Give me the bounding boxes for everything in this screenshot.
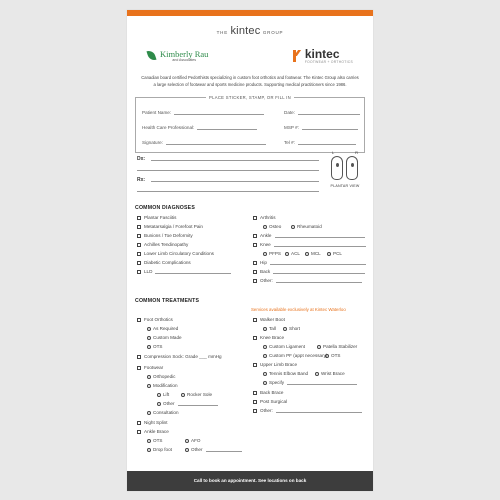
checkbox-icon: [137, 261, 141, 265]
radio-icon: [263, 381, 267, 385]
custom-pf-radio[interactable]: Custom PF (appt necessary): [263, 353, 327, 358]
kimberly-rau-logo: [147, 49, 208, 63]
rocker-sole-radio[interactable]: Rocker Sole: [181, 392, 212, 397]
radio-icon: [263, 372, 267, 376]
ankle-brace-other-radio[interactable]: Other: [185, 447, 242, 452]
walker-boot-checkbox[interactable]: Walker Boot: [253, 317, 285, 322]
ankle-checkbox[interactable]: Ankle: [253, 233, 365, 238]
radio-icon: [147, 384, 151, 388]
as-required-radio[interactable]: As Required: [147, 326, 178, 331]
custom-made-radio[interactable]: Custom Made: [147, 335, 182, 340]
hip-checkbox[interactable]: Hip: [253, 260, 366, 265]
checkbox-icon: [253, 400, 257, 404]
dx-label: Dx:: [137, 156, 146, 162]
footer-banner: Call to book an appointment. See locations on back: [127, 471, 373, 491]
info-box-heading: PLACE STICKER, STAMP, OR FILL IN: [206, 95, 294, 100]
pfps-radio[interactable]: PFPS: [263, 251, 281, 256]
footwear-other-radio[interactable]: Other: [157, 401, 218, 406]
radio-icon: [317, 345, 321, 349]
kimberly-rau-name: Kimberly Rau: [160, 48, 209, 59]
checkbox-icon: [137, 366, 141, 370]
other-treatment-checkbox[interactable]: Other:: [253, 408, 362, 413]
back-checkbox[interactable]: Back: [253, 269, 365, 274]
radio-icon: [283, 327, 287, 331]
signature-field[interactable]: Signature:: [142, 140, 266, 145]
checkbox-icon: [137, 243, 141, 247]
left-foot-label: L: [332, 150, 335, 155]
custom-ligament-radio[interactable]: Custom Ligament: [263, 344, 305, 349]
patient-info-box: [135, 97, 365, 153]
radio-icon: [181, 393, 185, 397]
orthopedic-radio[interactable]: Orthopedic: [147, 374, 175, 379]
orthotics-ots-radio[interactable]: OTS: [147, 344, 162, 349]
checkbox-icon: [253, 279, 257, 283]
footwear-checkbox[interactable]: Footwear: [137, 365, 163, 370]
diagnosis-checkbox-lld[interactable]: LLD: [137, 269, 231, 274]
afo-radio[interactable]: AFO: [185, 438, 200, 443]
radio-icon: [185, 448, 189, 452]
radio-icon: [147, 448, 151, 452]
wrist-brace-radio[interactable]: Wrist Brace: [315, 371, 345, 376]
brand-prefix: THE: [216, 30, 229, 35]
radio-icon: [315, 372, 319, 376]
checkbox-icon: [253, 261, 257, 265]
kintec-name: kintec: [304, 47, 340, 61]
ankle-brace-checkbox[interactable]: Ankle Brace: [137, 429, 169, 434]
left-foot-icon: [331, 156, 343, 180]
tennis-elbow-radio[interactable]: Tennis Elbow Band: [263, 371, 308, 376]
checkbox-icon: [137, 234, 141, 238]
radio-icon: [147, 327, 151, 331]
treatments-title: COMMON TREATMENTS: [135, 298, 200, 304]
accent-bar: [127, 10, 373, 16]
knee-brace-ots-radio[interactable]: OTS: [325, 353, 340, 358]
checkbox-icon: [253, 318, 257, 322]
radio-icon: [147, 375, 151, 379]
lift-radio[interactable]: Lift: [157, 392, 169, 397]
radio-icon: [285, 252, 289, 256]
radio-icon: [305, 252, 309, 256]
radio-icon: [147, 345, 151, 349]
referral-form: [127, 10, 373, 491]
checkbox-icon: [253, 363, 257, 367]
kimberly-rau-sub: and Associates: [172, 58, 196, 63]
brand-header: [127, 25, 373, 37]
kintec-sub: FOOTWEAR + ORTHOTICS: [304, 60, 353, 64]
kintec-k-icon: [293, 50, 303, 62]
diagnosis-checkbox[interactable]: Metatarsalgia / Forefoot Pain: [137, 224, 203, 229]
checkbox-icon: [253, 336, 257, 340]
ankle-brace-ots-radio[interactable]: OTS: [147, 438, 162, 443]
radio-icon: [157, 402, 161, 406]
rx-label: Rx:: [137, 177, 146, 183]
diagnosis-checkbox[interactable]: Bunions / Toe Deformity: [137, 233, 193, 238]
leaf-icon: [147, 49, 157, 63]
radio-icon: [263, 252, 267, 256]
date-field[interactable]: Date:: [284, 110, 360, 115]
radio-icon: [263, 225, 267, 229]
diagnosis-checkbox[interactable]: Lower Limb Circulatory Conditions: [137, 251, 214, 256]
radio-icon: [263, 327, 267, 331]
diagnoses-title: COMMON DIAGNOSES: [135, 205, 195, 211]
diagnosis-checkbox[interactable]: Plantar Fasciitis: [137, 215, 176, 220]
checkbox-icon: [137, 355, 141, 359]
specify-radio[interactable]: Specify: [263, 380, 357, 385]
pcl-radio[interactable]: PCL: [327, 251, 342, 256]
dx-line-1[interactable]: [151, 160, 319, 161]
checkbox-icon: [253, 409, 257, 413]
brand-suffix: GROUP: [262, 30, 284, 35]
rx-line-2[interactable]: [137, 191, 319, 192]
diagnosis-checkbox[interactable]: Diabetic Complications: [137, 260, 191, 265]
radio-icon: [147, 336, 151, 340]
drop-foot-radio[interactable]: Drop foot: [147, 447, 172, 452]
logo-row: [127, 45, 373, 67]
checkbox-icon: [137, 430, 141, 434]
modification-radio[interactable]: Modification: [147, 383, 178, 388]
knee-checkbox[interactable]: Knee: [253, 242, 366, 247]
waterloo-note: Services available exclusively at Kintec Waterloo: [251, 307, 346, 312]
radio-icon: [291, 225, 295, 229]
radio-icon: [185, 439, 189, 443]
right-foot-icon: [346, 156, 358, 180]
radio-icon: [263, 354, 267, 358]
dx-line-2[interactable]: [137, 170, 319, 171]
short-radio[interactable]: Short: [283, 326, 300, 331]
kintec-logo: [293, 48, 353, 64]
right-foot-label: R: [355, 150, 358, 155]
mcl-radio[interactable]: MCL: [305, 251, 321, 256]
acl-radio[interactable]: ACL: [285, 251, 300, 256]
brand-name: kintec: [230, 25, 261, 37]
rheumatoid-radio[interactable]: Rheumatoid: [291, 224, 322, 229]
checkbox-icon: [137, 318, 141, 322]
tel-field[interactable]: Tel #:: [284, 140, 356, 145]
radio-icon: [327, 252, 331, 256]
radio-icon: [147, 439, 151, 443]
checkbox-icon: [253, 216, 257, 220]
tall-radio[interactable]: Tall: [263, 326, 276, 331]
checkbox-icon: [137, 216, 141, 220]
msp-field[interactable]: MSP #:: [284, 125, 358, 130]
osteo-radio[interactable]: Osteo: [263, 224, 281, 229]
foot-orthotics-checkbox[interactable]: Foot Orthotics: [137, 317, 173, 322]
checkbox-icon: [253, 243, 257, 247]
rx-line-1[interactable]: [151, 181, 319, 182]
checkbox-icon: [253, 234, 257, 238]
plantar-view-diagram[interactable]: [327, 150, 363, 188]
patella-stabilizer-radio[interactable]: Patella Stabilizer: [317, 344, 357, 349]
health-care-professional-field[interactable]: Health Care Professional:: [142, 125, 257, 130]
radio-icon: [325, 354, 329, 358]
radio-icon: [157, 393, 161, 397]
upper-limb-brace-checkbox[interactable]: Upper Limb Brace: [253, 362, 297, 367]
night-splint-checkbox[interactable]: Night Splint: [137, 420, 168, 425]
checkbox-icon: [137, 225, 141, 229]
radio-icon: [147, 411, 151, 415]
compression-sock-checkbox[interactable]: Compression Sock: Grade ___ mmHg: [137, 354, 222, 359]
back-brace-checkbox[interactable]: Back Brace: [253, 390, 284, 395]
diagnosis-checkbox[interactable]: Achilles Tendinopathy: [137, 242, 188, 247]
consultation-radio[interactable]: Consultation: [147, 410, 179, 415]
patient-name-field[interactable]: Patient Name:: [142, 110, 264, 115]
other-diagnosis-checkbox[interactable]: Other:: [253, 278, 362, 283]
checkbox-icon: [137, 270, 141, 274]
checkbox-icon: [253, 391, 257, 395]
checkbox-icon: [137, 252, 141, 256]
arthritis-checkbox[interactable]: Arthritis: [253, 215, 276, 220]
post-surgical-checkbox[interactable]: Post Surgical: [253, 399, 287, 404]
knee-brace-checkbox[interactable]: Knee Brace: [253, 335, 284, 340]
plantar-view-caption: PLANTAR VIEW: [330, 184, 360, 188]
radio-icon: [263, 345, 267, 349]
checkbox-icon: [137, 421, 141, 425]
checkbox-icon: [253, 270, 257, 274]
intro-text: Canadian board certified Pedorthists specializing in custom foot orthotics and footwear. The Kintec Group also carries a large selection of footwear and sports medicine products. Supporting medical practitioners since 1986.: [141, 75, 359, 87]
